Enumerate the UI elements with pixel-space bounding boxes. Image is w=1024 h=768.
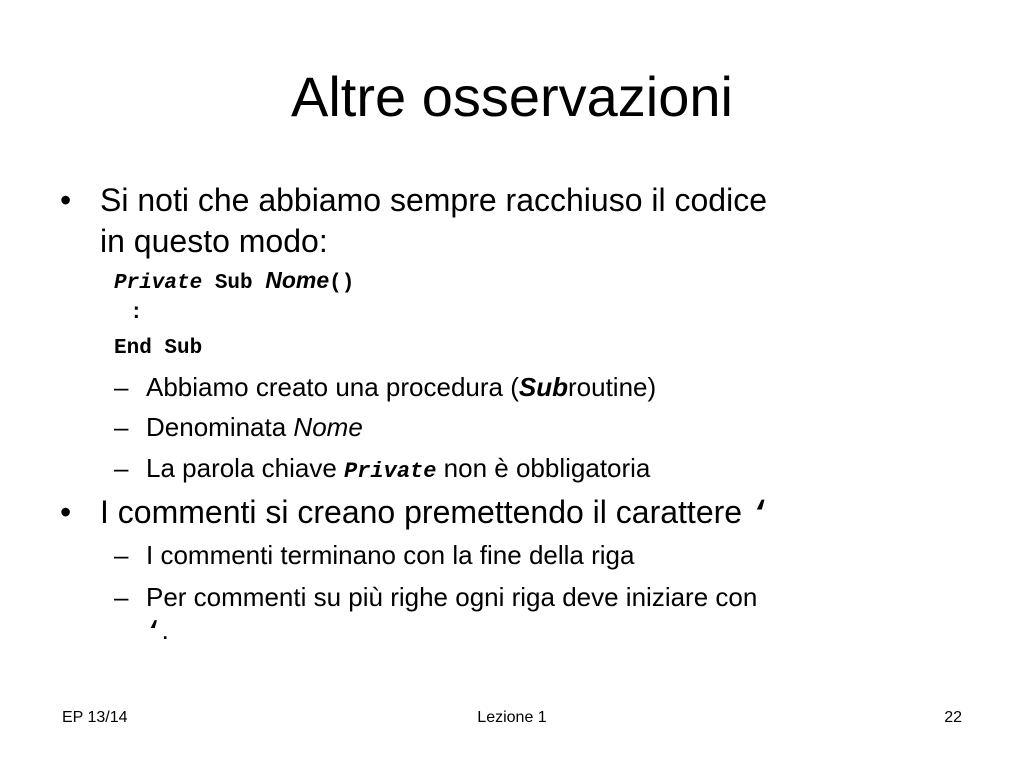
bullet-2-quote-char: ‘ (750, 496, 771, 533)
code-line-3: End Sub (114, 337, 203, 360)
code-line-1 (114, 268, 354, 296)
sub-3-text-before: La parola chiave (146, 453, 345, 483)
bullet-marker: • (60, 182, 72, 218)
sub-4-text: I commenti terminano con la fine della riga (146, 540, 635, 570)
code-line-2: : (130, 302, 143, 325)
sub-5-quote-char: ‘ (146, 617, 162, 647)
footer-course: EP 13/14 (62, 709, 128, 726)
sub-5-period: . (161, 615, 169, 645)
sub-3-text-after: non è obbligatoria (436, 453, 651, 483)
sub-1-text-after: routine) (568, 372, 657, 402)
sub-2-text-before: Denominata (146, 412, 294, 442)
footer-lesson: Lezione 1 (477, 709, 547, 726)
slide-title: Altre osservazioni (291, 65, 733, 128)
code-keyword-sub: Sub (214, 272, 253, 295)
code-keyword-private: Private (114, 272, 203, 295)
bullet-1-line-2: in questo modo: (100, 223, 328, 259)
dash-marker: – (114, 412, 129, 442)
bullet-1-line-1: Si noti che abbiamo sempre racchiuso il codice (100, 182, 767, 218)
bullet-marker: • (60, 494, 72, 530)
bullet-2-text: I commenti si creano premettendo il carattere (100, 494, 751, 530)
dash-marker: – (114, 453, 129, 483)
sub-1-bold-sub: Sub (518, 372, 568, 402)
dash-marker: – (114, 540, 129, 570)
sub-2-italic-name: Nome (293, 412, 363, 442)
code-procedure-name: Nome (265, 267, 330, 293)
footer-page-number: 22 (944, 709, 962, 726)
dash-marker: – (114, 372, 129, 402)
sub-1-text-before: Abbiamo creato una procedura ( (146, 372, 519, 402)
code-parens: () (329, 272, 355, 295)
dash-marker: – (114, 582, 129, 612)
sub-3-code-private: Private (344, 459, 437, 484)
sub-5-line-1: Per commenti su più righe ogni riga deve iniziare con (146, 582, 758, 612)
